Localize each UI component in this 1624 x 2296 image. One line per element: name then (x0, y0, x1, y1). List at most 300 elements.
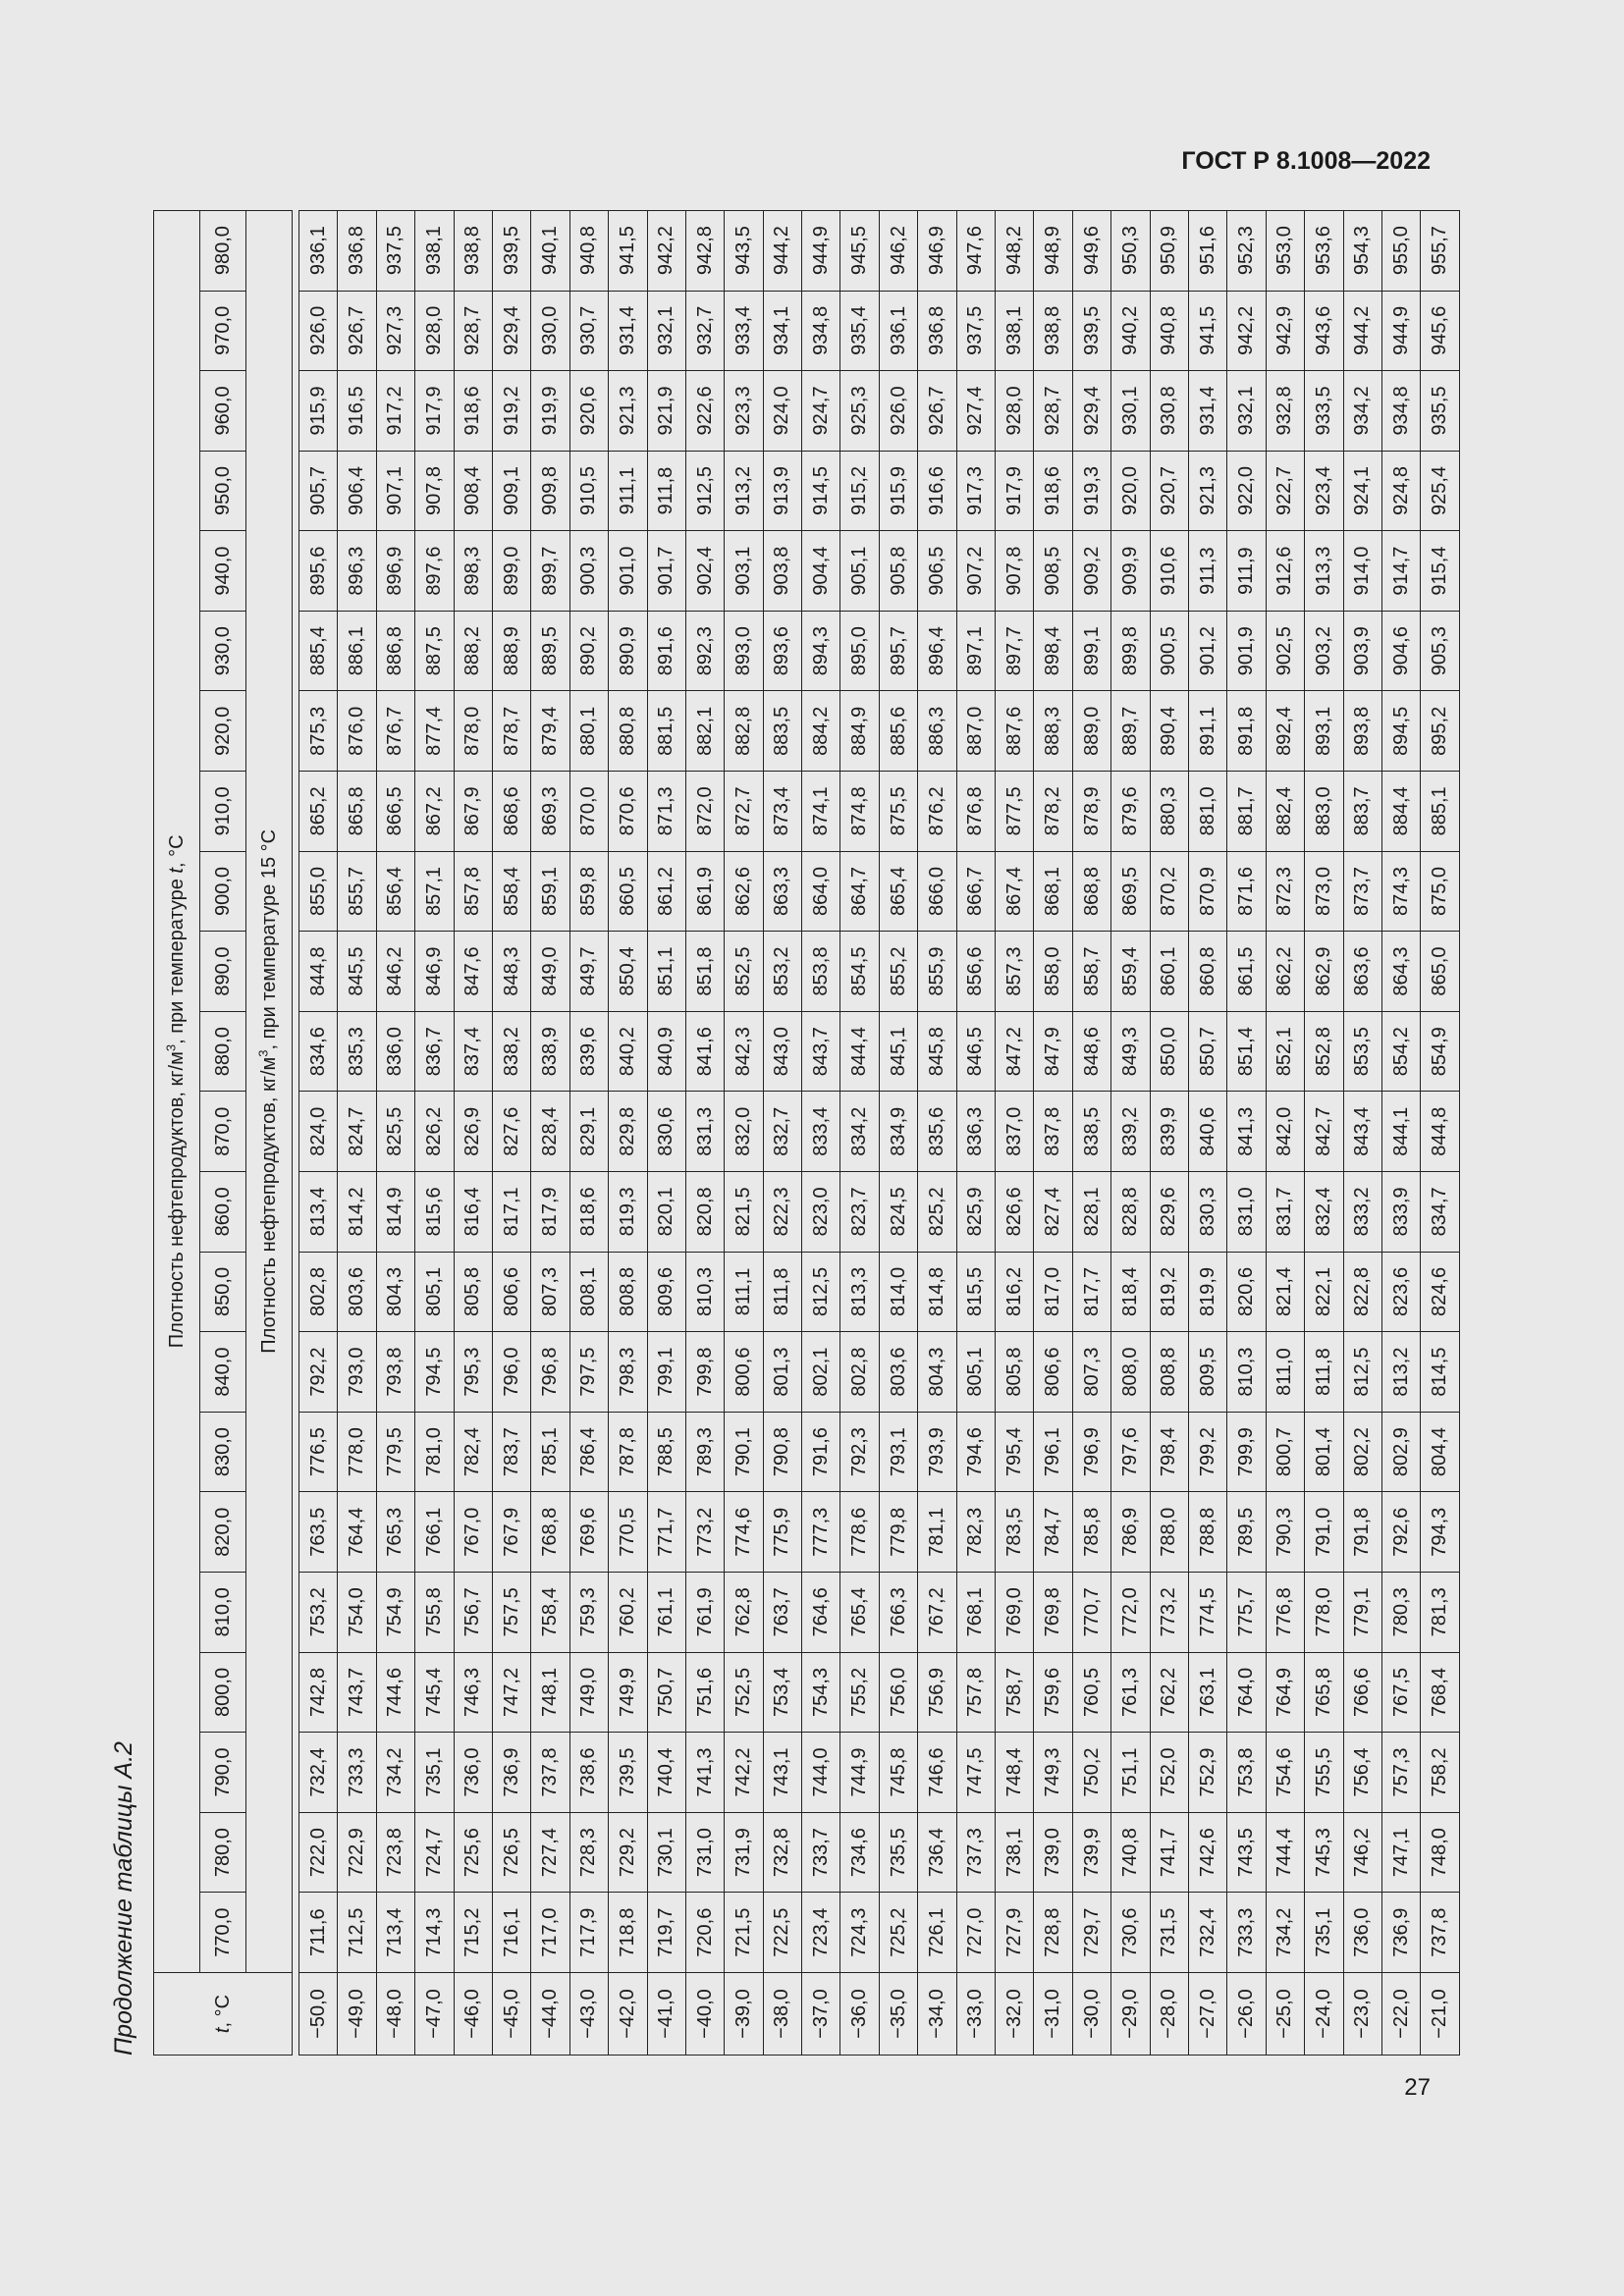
density-value-cell: 844,8 (1421, 1092, 1459, 1172)
density-value-cell: 721,5 (725, 1893, 763, 1973)
density-value-cell: 792,2 (299, 1332, 338, 1413)
density-value-cell: 889,0 (1072, 691, 1110, 772)
density-value-cell: 805,1 (956, 1332, 995, 1413)
density-value-cell: 736,0 (454, 1733, 492, 1813)
density-value-cell: 857,3 (996, 932, 1034, 1012)
table-row (802, 210, 840, 2055)
density-value-cell: 736,9 (492, 1733, 530, 1813)
density-value-cell: 867,4 (996, 851, 1034, 932)
density-value-cell: 843,7 (802, 1011, 840, 1092)
density-value-cell: 870,0 (569, 772, 608, 852)
table-row (338, 210, 376, 2055)
density-value-cell: 774,6 (725, 1492, 763, 1573)
density-value-cell: 955,7 (1421, 210, 1459, 291)
density-value-cell: 860,8 (1188, 932, 1226, 1012)
density-value-cell: 734,2 (1266, 1893, 1304, 1973)
density-value-cell: 858,7 (1072, 932, 1110, 1012)
density-value-cell: 944,2 (763, 210, 801, 291)
density-value-cell: 936,1 (879, 291, 917, 371)
density-value-cell: 908,4 (454, 451, 492, 531)
table-row (1111, 210, 1150, 2055)
density-value-cell: 867,9 (454, 772, 492, 852)
density-value-cell: 903,2 (1305, 611, 1343, 691)
density-value-cell: 785,8 (1072, 1492, 1110, 1573)
density-value-cell: 946,9 (918, 210, 956, 291)
density-value-cell: 942,2 (1227, 291, 1266, 371)
temperature-cell: −28,0 (1150, 1973, 1188, 2056)
density-header-cell: 790,0 (200, 1733, 246, 1813)
density-value-cell: 917,9 (415, 371, 454, 452)
density-value-cell: 785,1 (531, 1412, 569, 1492)
density-value-cell: 911,1 (609, 451, 647, 531)
density-value-cell: 866,5 (376, 772, 414, 852)
density-value-cell: 854,2 (1381, 1011, 1420, 1092)
density-value-cell: 918,6 (1034, 451, 1072, 531)
density-value-cell: 911,9 (1227, 531, 1266, 612)
density-header-cell: 810,0 (200, 1573, 246, 1653)
density-value-cell: 754,9 (376, 1573, 414, 1653)
density-value-cell: 817,0 (1034, 1252, 1072, 1332)
temperature-cell: −50,0 (299, 1973, 338, 2056)
density-value-cell: 743,1 (763, 1733, 801, 1813)
sub-header-sup: 3 (254, 1049, 270, 1057)
density-value-cell: 954,3 (1343, 210, 1381, 291)
density-value-cell: 754,0 (338, 1573, 376, 1653)
density-value-cell: 905,7 (299, 451, 338, 531)
temperature-cell: −40,0 (685, 1973, 724, 2056)
density-value-cell: 884,2 (802, 691, 840, 772)
density-value-cell: 942,8 (685, 210, 724, 291)
temperature-cell: −36,0 (840, 1973, 879, 2056)
density-value-cell: 742,8 (299, 1652, 338, 1733)
density-value-cell: 810,3 (1227, 1332, 1266, 1413)
density-value-cell: 744,9 (840, 1733, 879, 1813)
density-value-cell: 745,3 (1305, 1812, 1343, 1893)
density-value-cell: 920,6 (569, 371, 608, 452)
density-value-cell: 748,4 (996, 1733, 1034, 1813)
density-value-cell: 759,3 (569, 1573, 608, 1653)
temperature-cell: −46,0 (454, 1973, 492, 2056)
density-value-cell: 889,7 (1111, 691, 1150, 772)
density-value-cell: 911,3 (1188, 531, 1226, 612)
density-value-cell: 802,8 (299, 1252, 338, 1332)
density-value-cell: 762,8 (725, 1573, 763, 1653)
table-row (1227, 210, 1266, 2055)
density-value-cell: 948,2 (996, 210, 1034, 291)
density-value-cell: 757,8 (956, 1652, 995, 1733)
rotated-content (109, 226, 1460, 2056)
density-value-cell: 924,8 (1381, 451, 1420, 531)
density-value-cell: 748,1 (531, 1652, 569, 1733)
density-value-cell: 875,3 (299, 691, 338, 772)
density-value-cell: 726,1 (918, 1893, 956, 1973)
density-value-cell: 712,5 (338, 1893, 376, 1973)
density-value-cell: 943,6 (1305, 291, 1343, 371)
density-value-cell: 906,4 (338, 451, 376, 531)
density-value-cell: 801,3 (763, 1332, 801, 1413)
density-value-cell: 796,9 (1072, 1412, 1110, 1492)
density-value-cell: 890,9 (609, 611, 647, 691)
density-value-cell: 876,8 (956, 772, 995, 852)
density-value-cell: 907,8 (996, 531, 1034, 612)
density-value-cell: 872,0 (685, 772, 724, 852)
density-value-cell: 793,8 (376, 1332, 414, 1413)
density-value-cell: 749,0 (569, 1652, 608, 1733)
density-value-cell: 828,1 (1072, 1172, 1110, 1253)
density-value-cell: 929,4 (492, 291, 530, 371)
density-value-cell: 937,5 (376, 210, 414, 291)
density-value-cell: 912,6 (1266, 531, 1304, 612)
density-value-cell: 735,1 (1305, 1893, 1343, 1973)
density-value-cell: 899,0 (492, 531, 530, 612)
density-value-cell: 805,8 (996, 1332, 1034, 1413)
density-value-cell: 811,1 (725, 1252, 763, 1332)
density-value-cell: 736,4 (918, 1812, 956, 1893)
density-value-cell: 917,9 (996, 451, 1034, 531)
density-value-cell: 725,6 (454, 1812, 492, 1893)
density-value-cell: 781,3 (1421, 1573, 1459, 1653)
density-value-cell: 788,8 (1188, 1492, 1226, 1573)
density-value-cell: 855,0 (299, 851, 338, 932)
density-value-cell: 835,6 (918, 1092, 956, 1172)
density-value-cell: 864,3 (1381, 932, 1420, 1012)
temperature-cell: −43,0 (569, 1973, 608, 2056)
density-value-cell: 796,8 (531, 1332, 569, 1413)
density-value-cell: 834,9 (879, 1092, 917, 1172)
density-value-cell: 824,5 (879, 1172, 917, 1253)
sub-header-row (246, 210, 293, 2055)
density-value-cell: 745,8 (879, 1733, 917, 1813)
density-value-cell: 821,5 (725, 1172, 763, 1253)
density-value-cell: 884,4 (1381, 772, 1420, 852)
density-value-cell: 750,2 (1072, 1733, 1110, 1813)
density-value-cell: 853,2 (763, 932, 801, 1012)
temperature-cell: −25,0 (1266, 1973, 1304, 2056)
density-value-cell: 814,2 (338, 1172, 376, 1253)
density-value-cell: 862,6 (725, 851, 763, 932)
density-value-cell: 894,3 (802, 611, 840, 691)
density-value-cell: 836,3 (956, 1092, 995, 1172)
density-value-cell: 829,6 (1150, 1172, 1188, 1253)
density-value-cell: 899,7 (531, 531, 569, 612)
density-value-cell: 765,4 (840, 1573, 879, 1653)
density-value-cell: 729,2 (609, 1812, 647, 1893)
density-value-cell: 849,0 (531, 932, 569, 1012)
density-value-cell: 722,9 (338, 1812, 376, 1893)
density-value-cell: 880,8 (609, 691, 647, 772)
density-value-cell: 848,6 (1072, 1011, 1110, 1092)
density-value-cell: 870,2 (1150, 851, 1188, 932)
density-value-cell: 828,8 (1111, 1172, 1150, 1253)
density-value-cell: 727,0 (956, 1893, 995, 1973)
density-value-cell: 803,6 (338, 1252, 376, 1332)
density-value-cell: 809,5 (1188, 1332, 1226, 1413)
density-value-cell: 850,7 (1188, 1011, 1226, 1092)
t-header-unit: , °С (211, 1994, 234, 2028)
density-value-cell: 921,3 (1188, 451, 1226, 531)
density-value-cell: 802,9 (1381, 1412, 1420, 1492)
density-value-cell: 771,7 (647, 1492, 685, 1573)
density-value-cell: 824,0 (299, 1092, 338, 1172)
density-value-cell: 743,5 (1227, 1812, 1266, 1893)
table-row (763, 210, 801, 2055)
density-value-cell: 926,0 (299, 291, 338, 371)
temperature-cell: −22,0 (1381, 1973, 1420, 2056)
density-value-cell: 909,9 (1111, 531, 1150, 612)
density-value-cell: 812,5 (1343, 1332, 1381, 1413)
density-value-cell: 882,1 (685, 691, 724, 772)
density-value-cell: 733,7 (802, 1812, 840, 1893)
density-value-cell: 883,5 (763, 691, 801, 772)
density-value-cell: 895,0 (840, 611, 879, 691)
density-value-cell: 744,0 (802, 1733, 840, 1813)
density-value-cell: 808,8 (1150, 1332, 1188, 1413)
density-value-cell: 933,5 (1305, 371, 1343, 452)
density-value-cell: 870,9 (1188, 851, 1226, 932)
density-value-cell: 951,6 (1188, 210, 1226, 291)
density-value-cell: 938,8 (1034, 291, 1072, 371)
density-value-cell: 717,9 (569, 1893, 608, 1973)
density-value-cell: 769,8 (1034, 1573, 1072, 1653)
density-value-cell: 886,8 (376, 611, 414, 691)
table-row (956, 210, 995, 2055)
density-value-cell: 715,2 (454, 1893, 492, 1973)
density-value-cell: 826,2 (415, 1092, 454, 1172)
density-value-cell: 768,1 (956, 1573, 995, 1653)
density-value-cell: 896,3 (338, 531, 376, 612)
density-value-cell: 878,2 (1034, 772, 1072, 852)
density-value-cell: 766,3 (879, 1573, 917, 1653)
density-value-cell: 794,6 (956, 1412, 995, 1492)
density-value-cell: 783,7 (492, 1412, 530, 1492)
table-row (454, 210, 492, 2055)
density-value-cell: 930,7 (569, 291, 608, 371)
density-value-cell: 885,6 (879, 691, 917, 772)
density-value-cell: 789,3 (685, 1412, 724, 1492)
density-value-cell: 839,6 (569, 1011, 608, 1092)
density-value-cell: 891,1 (1188, 691, 1226, 772)
density-value-cell: 859,4 (1111, 932, 1150, 1012)
density-header-cell: 880,0 (200, 1011, 246, 1092)
density-value-cell: 840,9 (647, 1011, 685, 1092)
density-value-cell: 793,0 (338, 1332, 376, 1413)
density-value-cell: 723,8 (376, 1812, 414, 1893)
density-value-cell: 947,6 (956, 210, 995, 291)
density-value-cell: 876,0 (338, 691, 376, 772)
density-header-cell: 980,0 (200, 210, 246, 291)
document-header: ГОСТ Р 8.1008—2022 (1181, 147, 1431, 175)
density-value-cell: 815,6 (415, 1172, 454, 1253)
table-row (492, 210, 530, 2055)
density-value-cell: 879,6 (1111, 772, 1150, 852)
density-value-cell: 779,1 (1343, 1573, 1381, 1653)
density-value-cell: 735,5 (879, 1812, 917, 1893)
sub-header (246, 210, 293, 1972)
density-value-cell: 927,4 (956, 371, 995, 452)
density-value-cell: 799,1 (647, 1332, 685, 1413)
group-header (154, 210, 200, 1972)
density-value-cell: 722,5 (763, 1893, 801, 1973)
density-value-cell: 764,0 (1227, 1652, 1266, 1733)
density-value-cell: 915,9 (299, 371, 338, 452)
density-value-cell: 763,7 (763, 1573, 801, 1653)
density-value-cell: 928,0 (415, 291, 454, 371)
density-value-cell: 760,5 (1072, 1652, 1110, 1733)
density-value-cell: 735,1 (415, 1733, 454, 1813)
density-value-cell: 905,8 (879, 531, 917, 612)
density-value-cell: 909,2 (1072, 531, 1110, 612)
density-value-cell: 767,9 (492, 1492, 530, 1573)
density-value-cell: 898,4 (1034, 611, 1072, 691)
density-value-cell: 866,7 (956, 851, 995, 932)
density-value-cell: 817,7 (1072, 1252, 1110, 1332)
density-value-cell: 819,9 (1188, 1252, 1226, 1332)
density-value-cell: 906,5 (918, 531, 956, 612)
density-value-cell: 767,2 (918, 1573, 956, 1653)
density-value-cell: 734,6 (840, 1812, 879, 1893)
density-value-cell: 907,2 (956, 531, 995, 612)
density-value-cell: 924,0 (763, 371, 801, 452)
density-value-cell: 851,1 (647, 932, 685, 1012)
density-value-cell: 924,7 (802, 371, 840, 452)
density-value-cell: 912,5 (685, 451, 724, 531)
table-body (293, 210, 1460, 2055)
density-value-cell: 722,0 (299, 1812, 338, 1893)
density-value-cell: 834,7 (1421, 1172, 1459, 1253)
density-value-cell: 749,3 (1034, 1733, 1072, 1813)
density-value-cell: 772,0 (1111, 1573, 1150, 1653)
density-value-cell: 944,9 (1381, 291, 1420, 371)
density-value-cell: 745,4 (415, 1652, 454, 1733)
density-value-cell: 788,0 (1150, 1492, 1188, 1573)
density-value-cell: 893,8 (1343, 691, 1381, 772)
density-value-cell: 921,3 (609, 371, 647, 452)
density-value-cell: 910,6 (1150, 531, 1188, 612)
density-value-cell: 861,2 (647, 851, 685, 932)
density-value-cell: 835,3 (338, 1011, 376, 1092)
density-value-cell: 852,1 (1266, 1011, 1304, 1092)
density-value-cell: 929,4 (1072, 371, 1110, 452)
density-value-cell: 845,1 (879, 1011, 917, 1092)
density-value-cell: 813,3 (840, 1252, 879, 1332)
density-value-cell: 834,6 (299, 1011, 338, 1092)
density-value-cell: 799,2 (1188, 1412, 1226, 1492)
density-value-cell: 740,8 (1111, 1812, 1150, 1893)
density-value-cell: 872,7 (725, 772, 763, 852)
density-value-cell: 789,5 (1227, 1492, 1266, 1573)
density-value-cell: 756,9 (918, 1652, 956, 1733)
density-value-cell: 749,9 (609, 1652, 647, 1733)
density-value-cell: 903,8 (763, 531, 801, 612)
density-value-cell: 819,3 (609, 1172, 647, 1253)
density-value-cell: 865,2 (299, 772, 338, 852)
density-value-cell: 820,6 (1227, 1252, 1266, 1332)
temperature-cell: −37,0 (802, 1973, 840, 2056)
density-value-cell: 741,7 (1150, 1812, 1188, 1893)
density-value-cell: 900,5 (1150, 611, 1188, 691)
density-value-cell: 791,6 (802, 1412, 840, 1492)
density-value-cell: 920,0 (1111, 451, 1150, 531)
density-value-cell: 832,7 (763, 1092, 801, 1172)
density-value-cell: 729,7 (1072, 1893, 1110, 1973)
density-value-cell: 868,6 (492, 772, 530, 852)
density-value-cell: 875,5 (879, 772, 917, 852)
density-value-cell: 917,2 (376, 371, 414, 452)
density-value-cell: 829,1 (569, 1092, 608, 1172)
density-value-cell: 897,7 (996, 611, 1034, 691)
density-value-cell: 797,6 (1111, 1412, 1150, 1492)
density-value-cell: 782,3 (956, 1492, 995, 1573)
density-value-cell: 898,3 (454, 531, 492, 612)
density-value-cell: 904,6 (1381, 611, 1420, 691)
density-value-cell: 826,9 (454, 1092, 492, 1172)
density-value-cell: 955,0 (1381, 210, 1420, 291)
density-value-cell: 815,5 (956, 1252, 995, 1332)
density-value-cell: 938,8 (454, 210, 492, 291)
temperature-cell: −33,0 (956, 1973, 995, 2056)
density-header-cell: 840,0 (200, 1332, 246, 1413)
density-value-cell: 864,0 (802, 851, 840, 932)
density-value-cell: 840,2 (609, 1011, 647, 1092)
density-value-cell: 881,0 (1188, 772, 1226, 852)
density-value-cell: 880,3 (1150, 772, 1188, 852)
density-value-cell: 935,5 (1421, 371, 1459, 452)
density-value-cell: 827,6 (492, 1092, 530, 1172)
density-value-cell: 778,0 (1305, 1573, 1343, 1653)
density-value-cell: 778,6 (840, 1492, 879, 1573)
density-value-cell: 926,0 (879, 371, 917, 452)
density-value-cell: 732,8 (763, 1812, 801, 1893)
density-value-cell: 768,4 (1421, 1652, 1459, 1733)
density-value-cell: 781,1 (918, 1492, 956, 1573)
density-value-cell: 783,5 (996, 1492, 1034, 1573)
density-value-cell: 892,3 (685, 611, 724, 691)
density-value-cell: 760,2 (609, 1573, 647, 1653)
density-value-cell: 758,7 (996, 1652, 1034, 1733)
density-value-cell: 857,8 (454, 851, 492, 932)
temperature-cell: −26,0 (1227, 1973, 1266, 2056)
density-value-cell: 874,1 (802, 772, 840, 852)
density-value-cell: 802,2 (1343, 1412, 1381, 1492)
density-value-cell: 816,2 (996, 1252, 1034, 1332)
density-value-cell: 845,8 (918, 1011, 956, 1092)
temperature-cell: −39,0 (725, 1973, 763, 2056)
density-value-cell: 728,8 (1034, 1893, 1072, 1973)
density-value-cell: 936,8 (338, 210, 376, 291)
density-value-cell: 752,9 (1188, 1733, 1226, 1813)
density-value-cell: 794,3 (1421, 1492, 1459, 1573)
density-header-cell: 960,0 (200, 371, 246, 452)
density-header-cell: 910,0 (200, 772, 246, 852)
density-value-cell: 869,5 (1111, 851, 1150, 932)
density-value-cell: 932,1 (1227, 371, 1266, 452)
density-value-cell: 820,8 (685, 1172, 724, 1253)
density-value-cell: 841,3 (1227, 1092, 1266, 1172)
density-value-cell: 833,2 (1343, 1172, 1381, 1253)
group-header-suffix: , при температуре (165, 873, 188, 1044)
density-value-cell: 854,5 (840, 932, 879, 1012)
density-value-cell: 823,6 (1381, 1252, 1420, 1332)
density-value-cell: 850,4 (609, 932, 647, 1012)
density-value-cell: 864,7 (840, 851, 879, 932)
density-value-cell: 838,2 (492, 1011, 530, 1092)
density-value-cell: 930,8 (1150, 371, 1188, 452)
density-value-cell: 916,5 (338, 371, 376, 452)
density-value-cell: 873,7 (1343, 851, 1381, 932)
density-value-cell: 814,9 (376, 1172, 414, 1253)
density-value-cell: 730,6 (1111, 1893, 1150, 1973)
density-header-cell: 860,0 (200, 1172, 246, 1253)
